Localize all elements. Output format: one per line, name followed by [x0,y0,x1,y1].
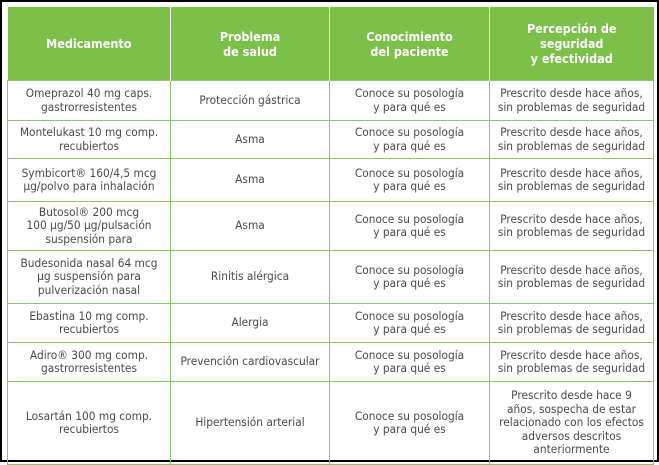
cell-percepcion: Prescrito desde hace años, sin problemas de seguridad [490,343,654,382]
cell-problema: Asma [171,121,330,159]
cell-medicamento: Symbicort® 160/4,5 mcg µg/polvo para inhalación [8,159,171,202]
cell-conocimiento: Conoce su posología y para qué es [330,251,490,304]
table-row [8,382,654,465]
cell-problema: Asma [171,202,330,251]
cell-problema: Alergia [171,304,330,343]
cell-conocimiento: Conoce su posología y para qué es [330,343,490,382]
cell-conocimiento: Conoce su posología y para qué es [330,121,490,159]
table-row [8,304,654,343]
cell-percepcion: Prescrito desde hace años, sin problemas de seguridad [490,304,654,343]
table-row [8,81,654,121]
cell-conocimiento: Conoce su posología y para qué es [330,159,490,202]
cell-conocimiento: Conoce su posología y para qué es [330,304,490,343]
cell-problema: Prevención cardiovascular [171,343,330,382]
table-row [8,343,654,382]
table-row [8,159,654,202]
table-row [8,121,654,159]
header-row [8,7,654,81]
cell-percepcion: Prescrito desde hace años, sin problemas de seguridad [490,251,654,304]
cell-problema: Hipertensión arterial [171,382,330,465]
cell-percepcion: Prescrito desde hace años, sin problemas de seguridad [490,159,654,202]
cell-medicamento: Losartán 100 mg comp. recubiertos [8,382,171,465]
table-body [8,81,654,465]
table-row [8,251,654,304]
header-problema-de-salud: Problema de salud [171,7,330,81]
table-header [8,7,654,81]
header-conocimiento-del-paciente: Conocimiento del paciente [330,7,490,81]
header-medicamento: Medicamento [8,7,171,81]
cell-medicamento: Ebastina 10 mg comp. recubiertos [8,304,171,343]
cell-percepcion: Prescrito desde hace años, sin problemas de seguridad [490,202,654,251]
cell-medicamento: Butosol® 200 mcg 100 µg/50 µg/pulsación suspensión para [8,202,171,251]
cell-problema: Asma [171,159,330,202]
cell-medicamento: Budesonida nasal 64 mcg µg suspensión para pulverización nasal [8,251,171,304]
cell-conocimiento: Conoce su posología y para qué es [330,81,490,121]
cell-problema: Rinitis alérgica [171,251,330,304]
cell-percepcion: Prescrito desde hace años, sin problemas de seguridad [490,121,654,159]
cell-conocimiento: Conoce su posología y para qué es [330,382,490,465]
cell-percepcion: Prescrito desde hace años, sin problemas de seguridad [490,81,654,121]
cell-problema: Protección gástrica [171,81,330,121]
medication-table [7,7,654,465]
cell-medicamento: Montelukast 10 mg comp. recubiertos [8,121,171,159]
cell-percepcion: Prescrito desde hace 9 años, sospecha de estar relacionado con los efectos adversos descritos anteriormente [490,382,654,465]
cell-medicamento: Omeprazol 40 mg caps. gastrorresistentes [8,81,171,121]
cell-conocimiento: Conoce su posología y para qué es [330,202,490,251]
header-percepcion-seguridad: Percepción de seguridad y efectividad [490,7,654,81]
cell-medicamento: Adiro® 300 mg comp. gastrorresistentes [8,343,171,382]
table-row [8,202,654,251]
